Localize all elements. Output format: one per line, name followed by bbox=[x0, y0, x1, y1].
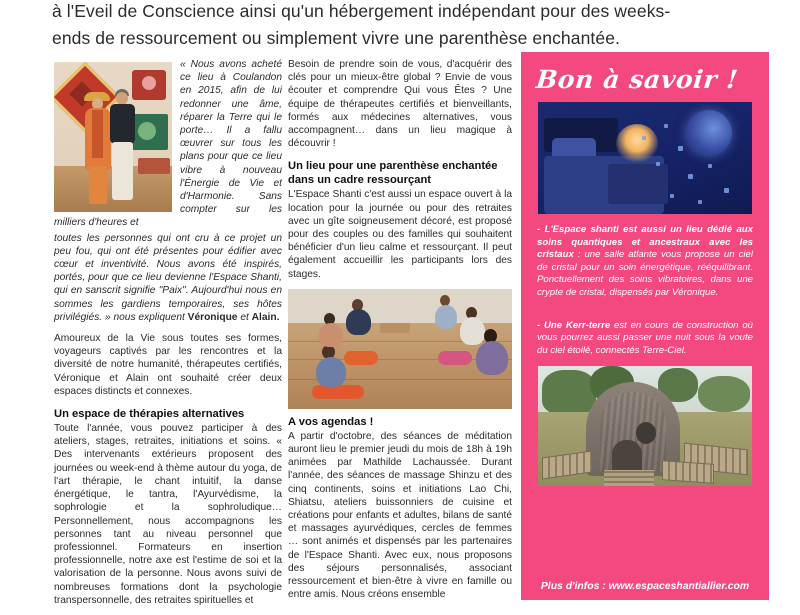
middle-column bbox=[288, 58, 512, 609]
star-icon bbox=[724, 188, 729, 193]
person-body bbox=[319, 323, 343, 347]
star-icon bbox=[678, 146, 683, 151]
person-name-veronique: Véronique bbox=[187, 311, 238, 323]
quote-attribution-tail: nous expliquent bbox=[110, 311, 188, 323]
floor-cushion bbox=[312, 385, 364, 399]
man-shirt bbox=[110, 104, 135, 144]
quote-part-2 bbox=[54, 232, 282, 324]
tree-foliage bbox=[542, 370, 596, 414]
star-icon bbox=[642, 136, 646, 140]
star-icon bbox=[688, 174, 693, 179]
star-icon bbox=[708, 164, 712, 168]
star-icon bbox=[698, 200, 702, 204]
intro-line-1: à l'Eveil de Conscience ainsi qu'un hébergement indépendant pour des weeks- bbox=[52, 1, 671, 21]
floor-cushion bbox=[344, 351, 378, 365]
sidebar-item-2-rest: est en cours de construction où vous pourrez aussi passer une nuit sous la voute du ciel étoilé, connectés Terre-Ciel. bbox=[537, 319, 753, 356]
woman-scarf bbox=[92, 110, 103, 158]
sidebar-photo-2-wrap bbox=[521, 357, 769, 486]
wooden-pallet bbox=[662, 461, 714, 485]
sidebar-item-2-lead: - Une Kerr-terre bbox=[537, 319, 611, 331]
sidebar-spacer bbox=[521, 300, 769, 310]
intro-text bbox=[52, 0, 752, 52]
quote-part-1: « Nous avons acheté ce lieu à Coulandon en 2015, afin de lui redonner une âme, réparer la Terre qui le porte… Il a fallu œuvrer sur tous les plans pour que ce lieu vibre à nouveau l'Énergie de Vie et d'Harmonie. Sans compter sur les milliers d'heures et bbox=[54, 59, 282, 229]
intro-line-2: ends de ressourcement ou simplement vivre une parenthèse enchantée. bbox=[52, 28, 621, 48]
mid-paragraph-1: Besoin de prendre soin de vous, d'acquérir des clés pour un mieux-être global ? Envie de vous écouter et comprendre Qui vous Êtes ? Une équipe de thérapeutes certifiés et bienveillants, formés aux médecines alternatives, vous accompagnent… dans un lieu magique à découvrir ! bbox=[288, 59, 512, 150]
name-joiner: et bbox=[237, 311, 252, 323]
sidebar-title: Bon à savoir ! bbox=[534, 65, 740, 94]
mid-paragraph-2: L'Espace Shanti c'est aussi un espace ouvert à la location pour la journée ou pour des retraites avec un gîte soigneusement décoré, est proposé pour des couples ou des familles qui souhaitent bénéficier d'un lieu calme et ressourçant. Il peut également accueillir les participants lors des stages. bbox=[288, 189, 512, 280]
side-table bbox=[608, 164, 668, 204]
star-icon bbox=[656, 162, 660, 166]
left-paragraph-3-italic: « Des intervenants extérieurs proposent des journées ou week-end à thème autour du yoga, de l'art thérapie, le chant intuitif, la danse énergétique, le tantra, l'Ayurvédisme, la sophrologie et la sophroludique… Personnellement, nous accompagnons les personnes tant au niveau personnel que professionnel. Formateurs en insertion professionnelle, notre axe est l'estime de soi et la valorisation de la personne. Nous avons suivi de nombreuses formations dont la psychologie transpersonnelle, des retraites spirituelles et bbox=[54, 436, 282, 606]
sidebar-item-1 bbox=[521, 214, 769, 300]
person-body bbox=[476, 341, 508, 375]
photo-women-circle bbox=[288, 289, 512, 409]
left-column bbox=[54, 58, 282, 615]
person-body bbox=[346, 309, 371, 335]
wooden-stool bbox=[380, 323, 410, 333]
sidebar-bon-a-savoir bbox=[521, 52, 769, 600]
sidebar-item-1-rest: : une salle atlante vous propose un ciel de cristal pour un soin énergétique, rééquilibrant. Ponctuellement des soins vibratoires, dans une crypte de cristal, dispensés par Véronique. bbox=[537, 249, 753, 298]
sidebar-photo-1-wrap bbox=[521, 94, 769, 214]
sidebar-website-link[interactable]: Plus d'infos : www.espaceshantiallier.com bbox=[540, 581, 750, 592]
photo-couple-in-room bbox=[54, 62, 172, 212]
sidebar-item-1-lead: - L'Espace shanti est aussi un lieu dédié aux soins quantiques et ancestraux avec les cristaux bbox=[537, 224, 753, 261]
person-body bbox=[435, 305, 457, 329]
left-paragraph-3-roman: Toute l'année, vous pouvez participer à des ateliers, stages, retraites, initiations et soins. bbox=[54, 423, 282, 448]
star-icon bbox=[670, 194, 674, 198]
left-paragraph-2: Amoureux de la Vie sous toutes ses formes, voyageurs captivés par les rencontres et la diversité de notre humanité, thérapeutes certifiés, Véronique et Alain ont souhaité créer deux espaces distincts et connexes. bbox=[54, 333, 282, 397]
mid-heading-agendas: A vos agendas ! bbox=[288, 415, 374, 428]
sidebar-item-2 bbox=[521, 310, 769, 358]
crystal-lamp-glow bbox=[616, 124, 658, 164]
name-period: . bbox=[276, 311, 280, 323]
left-heading-therapies: Un espace de thérapies alternatives bbox=[54, 408, 245, 421]
quote-part-2-text: toutes les personnes qui ont cru à ce projet un peu fou, qui ont été présentes pour édifier avec cœur et inventivité. Nous avons été inspirés, portés, pour que ce lieu devienne l'Espace Shanti, qui en sanscrit signifie "Paix". Aujourd'hui nous en sommes les gardiens temporaires, ses hôtes privilégiés. » bbox=[54, 232, 282, 323]
person-name-alain: Alain bbox=[251, 311, 277, 323]
man-trousers bbox=[112, 142, 133, 200]
dome-entrance-steps bbox=[604, 470, 654, 486]
person-body bbox=[316, 357, 346, 387]
wall-art-green-panel-dot bbox=[138, 122, 156, 140]
mid-paragraph-3: A partir d'octobre, des séances de méditation auront lieu le premier jeudi du mois de 18h à 19h animées par Mathilde Lachaussée. Durant l'année, des séances de massage Shinzu et des cinq continents, soins et initiations Lao Chi, Shiatsu, ateliers buissonniers de cuisine et créations pour enfants et adultes, bilans de santé et massages ayurvédiques, cercles de femmes … sont animés et dispensés par les partenaires de l'Espace Shanti. Avec eux, nous proposons des séjours personnalisés, associant ressourcement et bien-être à vivre en famille ou entre amis. Nous créons ensemble bbox=[288, 430, 512, 601]
floor-cushion bbox=[438, 351, 472, 365]
tree-foliage bbox=[698, 376, 750, 412]
photo-blue-crystal-room bbox=[538, 102, 752, 214]
floor-rug bbox=[138, 158, 170, 174]
person-body bbox=[460, 317, 485, 345]
left-paragraph-3 bbox=[54, 422, 282, 607]
wall-art-red-panel-dot bbox=[142, 76, 156, 90]
mid-heading-parenthese: Un lieu pour une parenthèse enchantée dans un cadre ressourçant bbox=[288, 160, 498, 187]
moon-sphere-icon bbox=[686, 110, 732, 156]
star-icon bbox=[664, 124, 668, 128]
woman-legs bbox=[89, 166, 107, 204]
photo-earth-dome bbox=[538, 366, 752, 486]
